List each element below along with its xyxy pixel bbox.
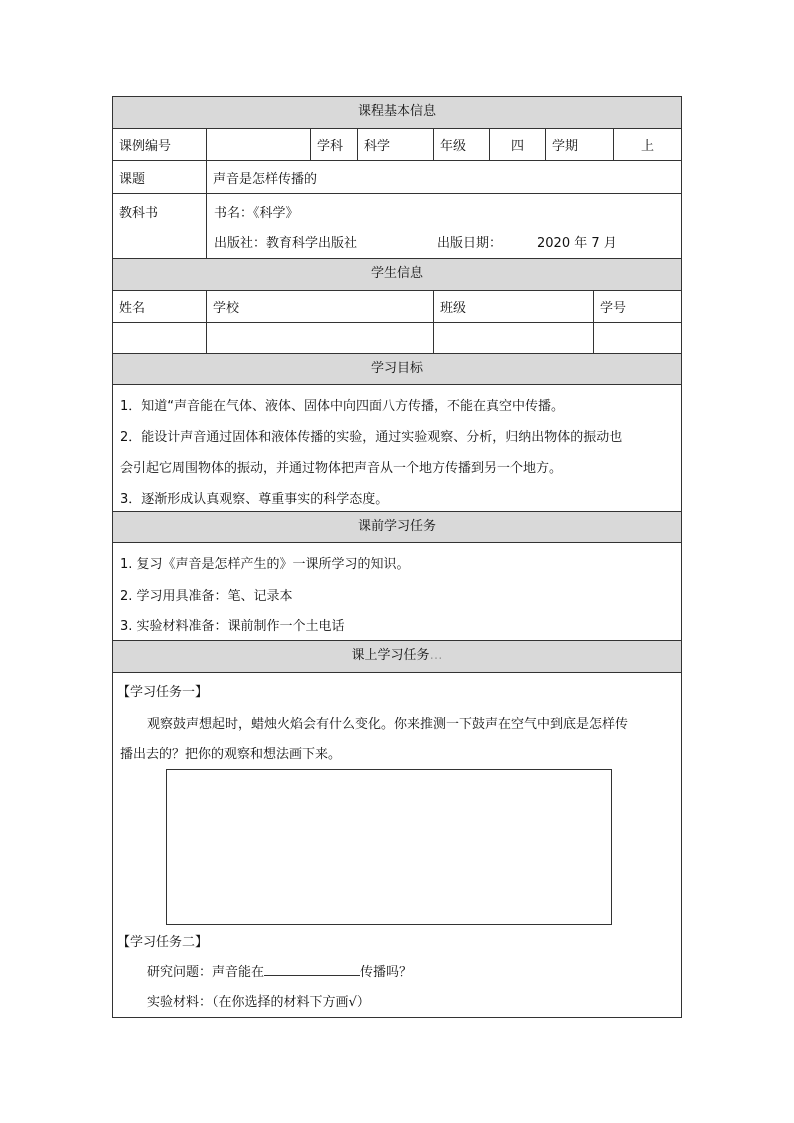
basic-info-title: 课程基本信息 <box>357 104 436 119</box>
student-label-row <box>113 291 681 323</box>
pre-tasks-header <box>113 512 681 543</box>
course-meta-row <box>113 129 681 161</box>
class-tasks-title: 课上学习任务 <box>351 648 430 663</box>
term-label: 学期 <box>546 129 614 160</box>
textbook-label: 教科书 <box>113 194 207 258</box>
pre-task-2: 2. 学习用具准备：笔、记录本 <box>120 589 293 604</box>
question-prefix: 研究问题：声音能在 <box>147 965 265 980</box>
check-mark-icon: √ <box>348 995 357 1010</box>
task1-line-2: 播出去的？把你的观察和想法画下来。 <box>120 747 342 762</box>
task1-title: 【学习任务一】 <box>117 685 209 700</box>
topic-row <box>113 161 681 194</box>
pre-task-3: 3. 实验材料准备：课前制作一个土电话 <box>120 619 345 634</box>
goal-item-2a: 2．能设计声音通过固体和液体传播的实验，通过实验观察、分析，归纳出物体的振动也 <box>120 430 623 445</box>
code-value[interactable] <box>207 129 311 160</box>
lesson-worksheet-table <box>112 96 682 1018</box>
grade-label: 年级 <box>434 129 490 160</box>
task2-title: 【学习任务二】 <box>117 935 209 950</box>
code-label: 课例编号 <box>113 129 207 160</box>
textbook-info <box>207 194 681 258</box>
pub-date-label: 出版日期： <box>437 236 503 251</box>
school-label: 学校 <box>207 291 434 322</box>
student-input-row <box>113 323 681 354</box>
student-id-field[interactable] <box>594 323 681 353</box>
class-tasks-ellipsis: … <box>429 648 443 663</box>
book-name: 书名：《科学》 <box>214 206 299 221</box>
name-field[interactable] <box>113 323 207 353</box>
name-label: 姓名 <box>113 291 207 322</box>
grade-value: 四 <box>490 129 546 160</box>
class-label: 班级 <box>434 291 594 322</box>
student-id-label: 学号 <box>600 301 627 316</box>
term-value: 上 <box>640 139 654 154</box>
subject-value: 科学 <box>358 129 434 160</box>
topic-value: 声音是怎样传播的 <box>213 171 318 187</box>
question-suffix: 传播吗？ <box>360 965 413 980</box>
question-blank[interactable] <box>264 963 360 976</box>
textbook-row <box>113 194 681 259</box>
goals-title: 学习目标 <box>370 361 423 376</box>
class-tasks-header <box>113 641 681 673</box>
student-info-header <box>113 259 681 291</box>
student-info-title: 学生信息 <box>370 266 423 281</box>
goal-item-1: 1．知道“声音能在气体、液体、固体中向四面八方传播，不能在真空中传播。 <box>120 399 565 414</box>
materials-end: ） <box>356 995 370 1010</box>
goals-header <box>113 354 681 385</box>
pre-tasks-body <box>113 543 681 641</box>
pre-task-1: 1. 复习《声音是怎样产生的》一课所学习的知识。 <box>120 557 410 572</box>
class-field[interactable] <box>434 323 594 353</box>
goals-body <box>113 385 681 512</box>
subject-label: 学科 <box>311 129 358 160</box>
goal-item-2b: 会引起它周围物体的振动，并通过物体把声音从一个地方传播到另一个地方。 <box>120 461 563 476</box>
task1-line-1: 观察鼓声想起时，蜡烛火焰会有什么变化。你来推测一下鼓声在空气中到底是怎样传 <box>147 717 629 732</box>
research-question <box>147 961 412 980</box>
goal-item-3: 3．逐渐形成认真观察、尊重事实的科学态度。 <box>120 492 389 507</box>
topic-label: 课题 <box>113 161 207 193</box>
publisher: 出版社：教育科学出版社 <box>214 236 358 251</box>
school-field[interactable] <box>207 323 434 353</box>
basic-info-header <box>113 97 681 129</box>
pub-date-value: 2020 年 7 月 <box>537 236 617 251</box>
pre-tasks-title: 课前学习任务 <box>357 519 436 534</box>
class-tasks-body <box>113 673 681 1017</box>
drawing-area[interactable] <box>166 769 612 925</box>
materials-line <box>147 991 370 1010</box>
materials-text: 实验材料：（在你选择的材料下方画 <box>147 995 349 1010</box>
